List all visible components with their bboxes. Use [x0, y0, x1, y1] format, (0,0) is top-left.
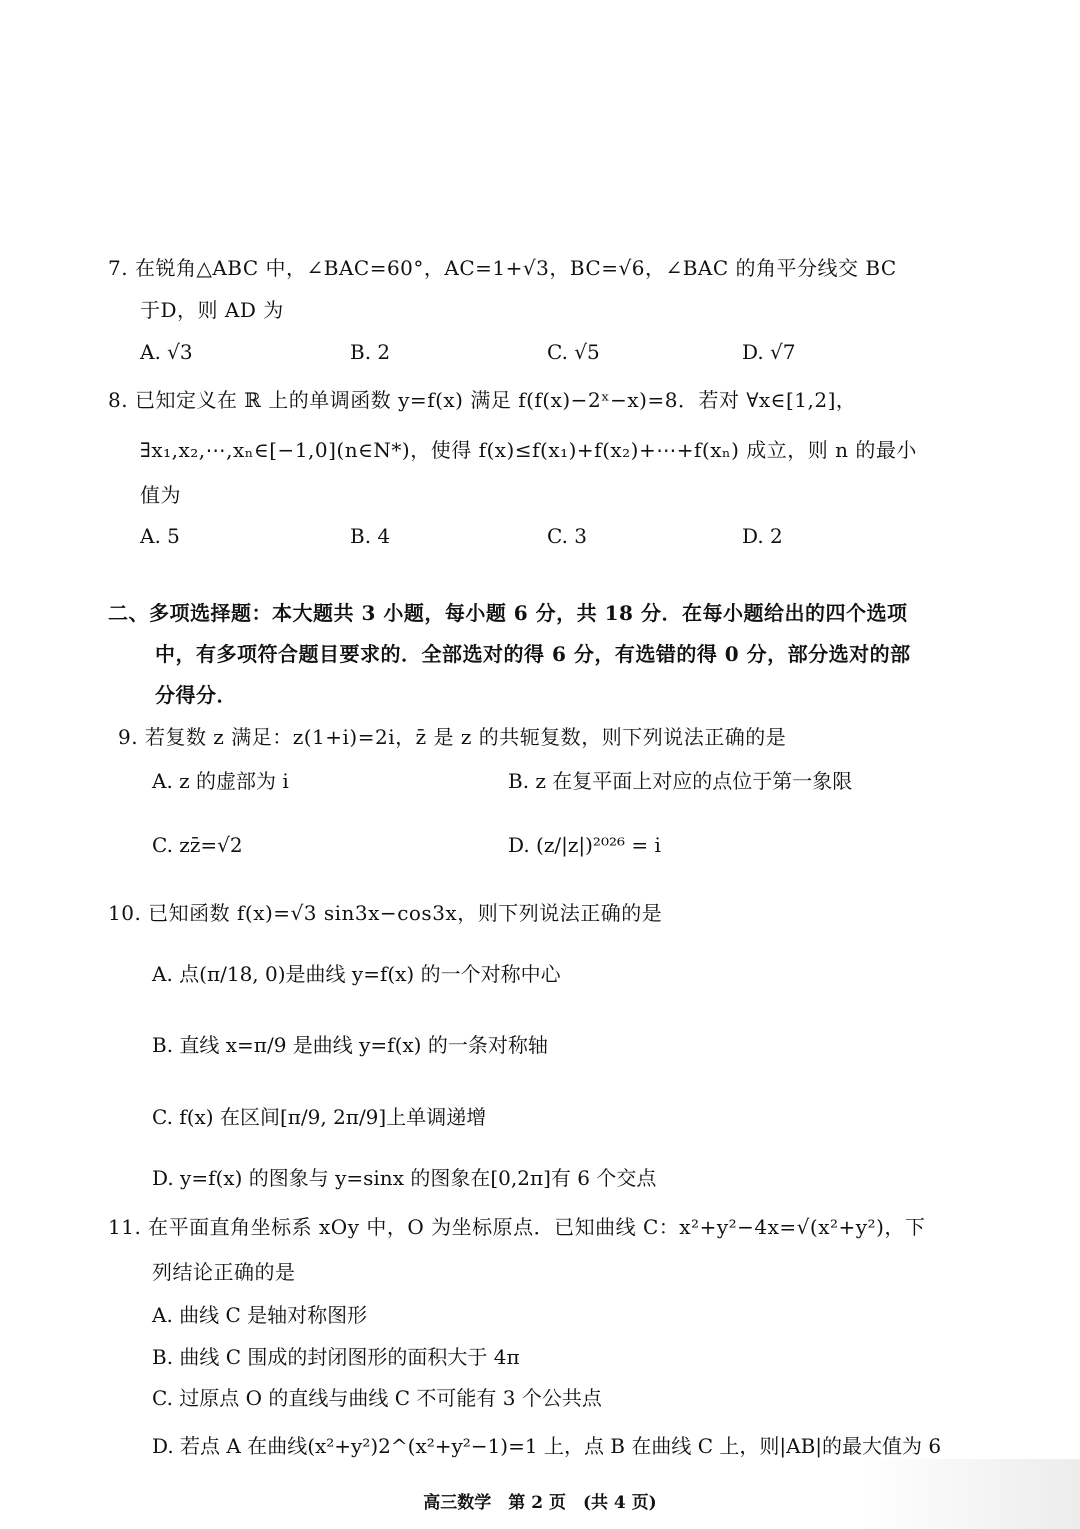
q7-option-a: A. √3: [140, 340, 193, 364]
q9-option-d: D. (z/|z|)²⁰²⁶ = i: [508, 833, 661, 857]
q11-stem-line1: 11. 在平面直角坐标系 xOy 中，O 为坐标原点．已知曲线 C：x²+y²−4x=√(x²+y²)，下: [108, 1215, 926, 1239]
q8-stem-line1: 8. 已知定义在 ℝ 上的单调函数 y=f(x) 满足 f(f(x)−2ˣ−x)=8．若对 ∀x∈[1,2]，: [108, 388, 857, 412]
q8-option-c: C. 3: [547, 524, 588, 548]
q9-option-b: B. z 在复平面上对应的点位于第一象限: [508, 769, 853, 793]
q11-option-a: A. 曲线 C 是轴对称图形: [152, 1303, 368, 1327]
q9-option-a: A. z 的虚部为 i: [152, 769, 289, 793]
q7-stem-line1: 7. 在锐角△ABC 中，∠BAC=60°，AC=1+√3，BC=√6，∠BAC 的角平分线交 BC: [108, 256, 897, 280]
q10-stem: 10. 已知函数 f(x)=√3 sin3x−cos3x，则下列说法正确的是: [108, 901, 663, 925]
q8-option-b: B. 4: [350, 524, 391, 548]
q10-option-b: B. 直线 x=π/9 是曲线 y=f(x) 的一条对称轴: [152, 1033, 548, 1057]
q10-option-d: D. y=f(x) 的图象与 y=sinx 的图象在[0,2π]有 6 个交点: [152, 1166, 657, 1190]
corner-shadow: [860, 1459, 1080, 1529]
q8-stem-line3: 值为: [140, 483, 181, 507]
q7-option-b: B. 2: [350, 340, 391, 364]
q11-option-d: D. 若点 A 在曲线(x²+y²)2^(x²+y²−1)=1 上，点 B 在曲线 C 上，则|AB|的最大值为 6: [152, 1434, 942, 1458]
q7-stem-line2: 于D，则 AD 为: [140, 298, 284, 322]
q11-stem-line2: 列结论正确的是: [152, 1260, 296, 1284]
section2-heading-line1: 二、多项选择题：本大题共 3 小题，每小题 6 分，共 18 分．在每小题给出的四个选项: [108, 601, 908, 625]
q8-option-a: A. 5: [140, 524, 180, 548]
q10-option-c: C. f(x) 在区间[π/9, 2π/9]上单调递增: [152, 1105, 487, 1129]
section2-heading-line3: 分得分．: [155, 683, 237, 707]
q9-stem: 9. 若复数 z 满足：z(1+i)=2i，z̄ 是 z 的共轭复数，则下列说法正确的是: [118, 725, 787, 749]
q9-option-c: C. zz̄=√2: [152, 833, 243, 857]
q10-option-a: A. 点(π/18, 0)是曲线 y=f(x) 的一个对称中心: [152, 962, 561, 986]
q7-option-c: C. √5: [547, 340, 600, 364]
q11-option-c: C. 过原点 O 的直线与曲线 C 不可能有 3 个公共点: [152, 1386, 602, 1410]
q8-stem-line2: ∃x₁,x₂,⋯,xₙ∈[−1,0](n∈N*)，使得 f(x)≤f(x₁)+f(x₂)+⋯+f(xₙ) 成立，则 n 的最小: [140, 438, 917, 462]
section2-heading-line2: 中，有多项符合题目要求的．全部选对的得 6 分，有选错的得 0 分，部分选对的部: [155, 642, 911, 666]
q8-option-d: D. 2: [742, 524, 783, 548]
page-footer: 高三数学 第 2 页 (共 4 页): [423, 1493, 657, 1513]
q11-option-b: B. 曲线 C 围成的封闭图形的面积大于 4π: [152, 1345, 520, 1369]
q7-option-d: D. √7: [742, 340, 796, 364]
